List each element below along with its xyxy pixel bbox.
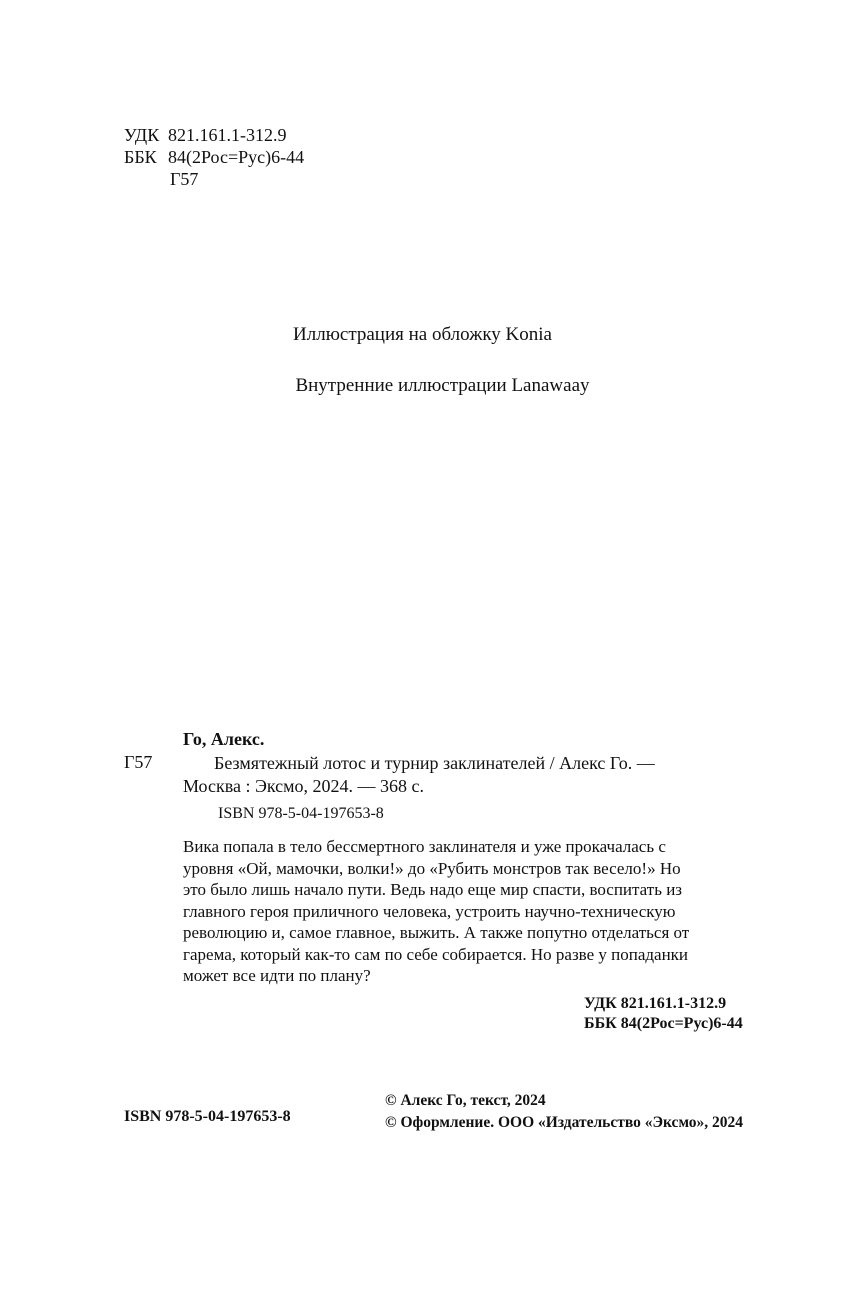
bbk-label: ББК bbox=[124, 147, 157, 167]
bib-title-line: Безмятежный лотос и турнир заклинателей / Алекс Го. — bbox=[214, 753, 655, 773]
bib-author: Го, Алекс. bbox=[183, 729, 265, 749]
classification-codes bbox=[124, 124, 304, 190]
copyright-block bbox=[385, 1090, 743, 1134]
author-mark: Г57 bbox=[170, 169, 199, 189]
footer-isbn: ISBN 978-5-04-197653-8 bbox=[124, 1108, 291, 1125]
copyright-text: © Алекс Го, текст, 2024 bbox=[385, 1092, 546, 1109]
annotation-line: может все идти по плану? bbox=[183, 966, 371, 985]
annotation-line: революцию и, самое главное, выжить. А также попутно отделаться от bbox=[183, 923, 690, 942]
copyright-design: © Оформление. ООО «Издательство «Эксмо», 2024 bbox=[385, 1114, 744, 1131]
bottom-classification-codes bbox=[584, 994, 743, 1034]
annotation-line: главного героя приличного человека, устроить научно-техническую bbox=[183, 901, 676, 921]
annotation-line: уровня «Ой, мамочки, волки!» до «Рубить монстров так весело!» Но bbox=[183, 858, 681, 878]
bib-author-mark: Г57 bbox=[124, 752, 153, 772]
annotation-line: гарема, который как-то сам по себе собирается. Но разве у попаданки bbox=[183, 944, 689, 964]
bib-isbn: ISBN 978-5-04-197653-8 bbox=[218, 805, 384, 822]
cover-illustration-credit: Иллюстрация на обложку Konia bbox=[293, 324, 552, 345]
udk-row bbox=[124, 124, 304, 146]
bib-imprint-line: Москва : Эксмо, 2024. — 368 с. bbox=[183, 776, 425, 796]
bottom-udk: УДК 821.161.1-312.9 bbox=[584, 995, 727, 1012]
udk-value: 821.161.1-312.9 bbox=[168, 125, 287, 145]
annotation-line: Вика попала в тело бессмертного заклинателя и уже прокачалась с bbox=[183, 837, 666, 856]
udk-label: УДК bbox=[124, 125, 160, 145]
annotation-line: это было лишь начало пути. Ведь надо еще мир спасти, воспитать из bbox=[183, 880, 683, 899]
bbk-row bbox=[124, 146, 304, 168]
bib-title-block bbox=[183, 752, 743, 798]
annotation bbox=[183, 836, 763, 987]
bbk-value: 84(2Рос=Рус)6-44 bbox=[168, 147, 305, 167]
bottom-bbk: ББК 84(2Рос=Рус)6-44 bbox=[584, 1015, 743, 1032]
inner-illustration-credit: Внутренние иллюстрации Lanawaay bbox=[295, 375, 590, 396]
